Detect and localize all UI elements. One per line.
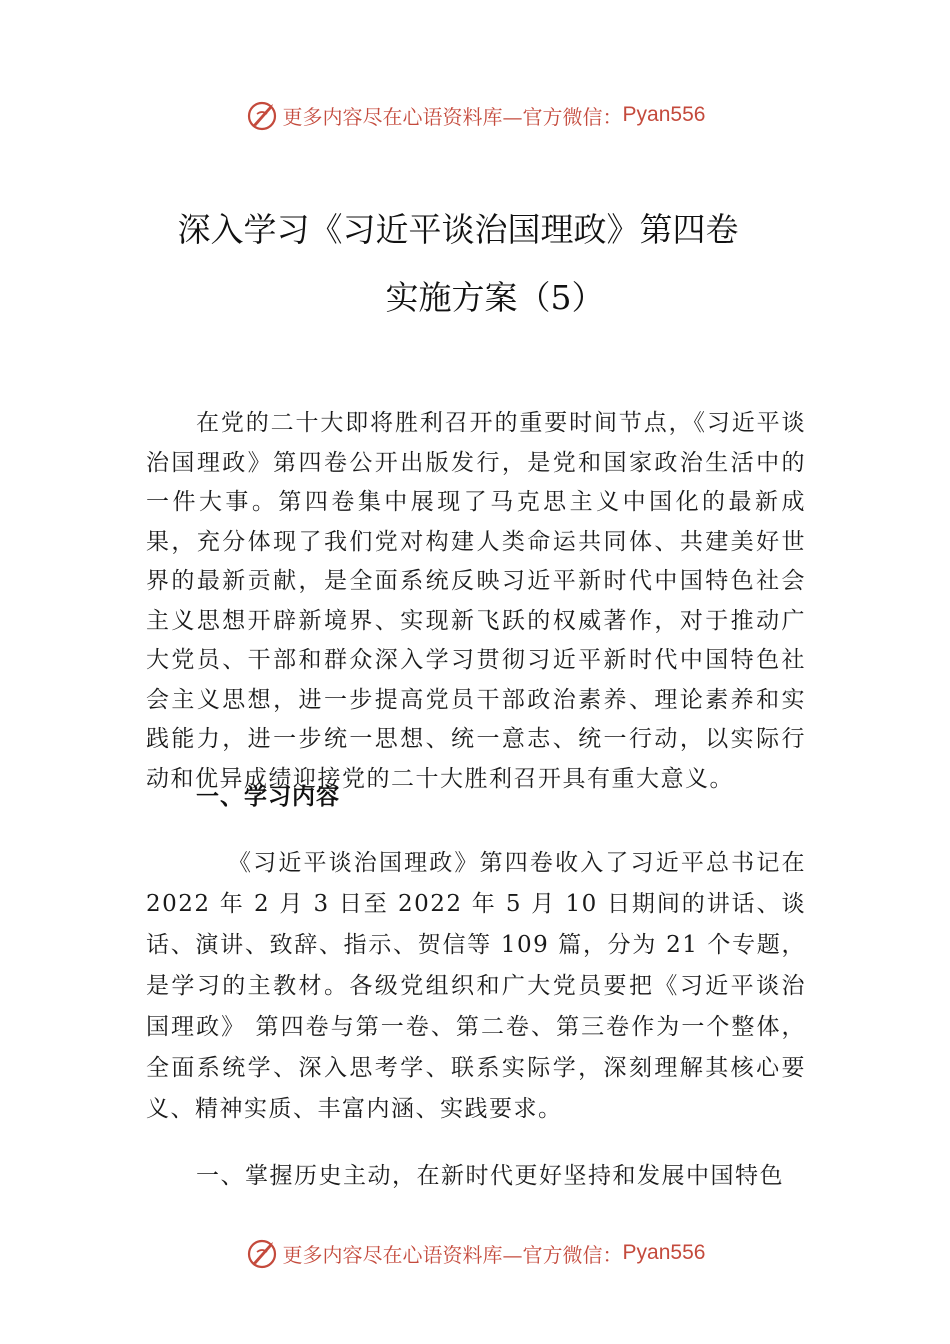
- watermark-banner-top: [0, 95, 950, 135]
- document-title-line-2: 实施方案（5）: [385, 278, 605, 317]
- watermark-text: 更多内容尽在心语资料库—官方微信：: [282, 104, 623, 129]
- watermark-banner-bottom: [0, 1233, 950, 1273]
- pen-logo-icon: [245, 1236, 279, 1270]
- section-heading-study-content: 一、学习内容: [196, 784, 340, 810]
- paragraph-intro: 在党的二十大即将胜利召开的重要时间节点，《习近平谈治国理政》第四卷公开出版发行，是党和国家政治生活中的一件大事。第四卷集中展现了马克思主义中国化的最新成果，充分体现了我们党对构建人类命运共同体、共建美好世界的最新贡献，是全面系统反映习近平新时代中国特色社会主义思想开辟新境界、实现新飞跃的权威著作，对于推动广大党员、干部和群众深入学习贯彻习近平新时代中国特色社会主义思想，进一步提高党员干部政治素养、理论素养和实践能力，进一步统一思想、统一意志、统一行动，以实际行动和优异成绩迎接党的二十大胜利召开具有重大意义。: [146, 410, 806, 792]
- watermark-wechat-id: Pyan556: [622, 1241, 706, 1264]
- watermark-wechat-id: Pyan556: [622, 103, 706, 126]
- paragraph-subheading: 一、掌握历史主动，在新时代更好坚持和发展中国特色: [196, 1163, 784, 1189]
- paragraph-study-content: 《习近平谈治国理政》第四卷收入了习近平总书记在 2022 年 2 月 3 日至 2022 年 5 月 10 日期间的讲话、谈话、演讲、致辞、指示、贺信等 109 篇，分为 21 个专题，是学习的主教材。各级党组织和广大党员要把《习近平谈治国理政》 第四卷与第一卷、第二卷、第三卷作为一个整体，全面系统学、深入思考学、联系实际学，深刻理解其核心要义、精神实质、丰富内涵、实践要求。: [146, 850, 806, 1122]
- document-title-line-1: 深入学习《习近平谈治国理政》第四卷: [177, 210, 739, 249]
- pen-logo-icon: [245, 98, 279, 132]
- watermark-text: 更多内容尽在心语资料库—官方微信：: [282, 1242, 623, 1267]
